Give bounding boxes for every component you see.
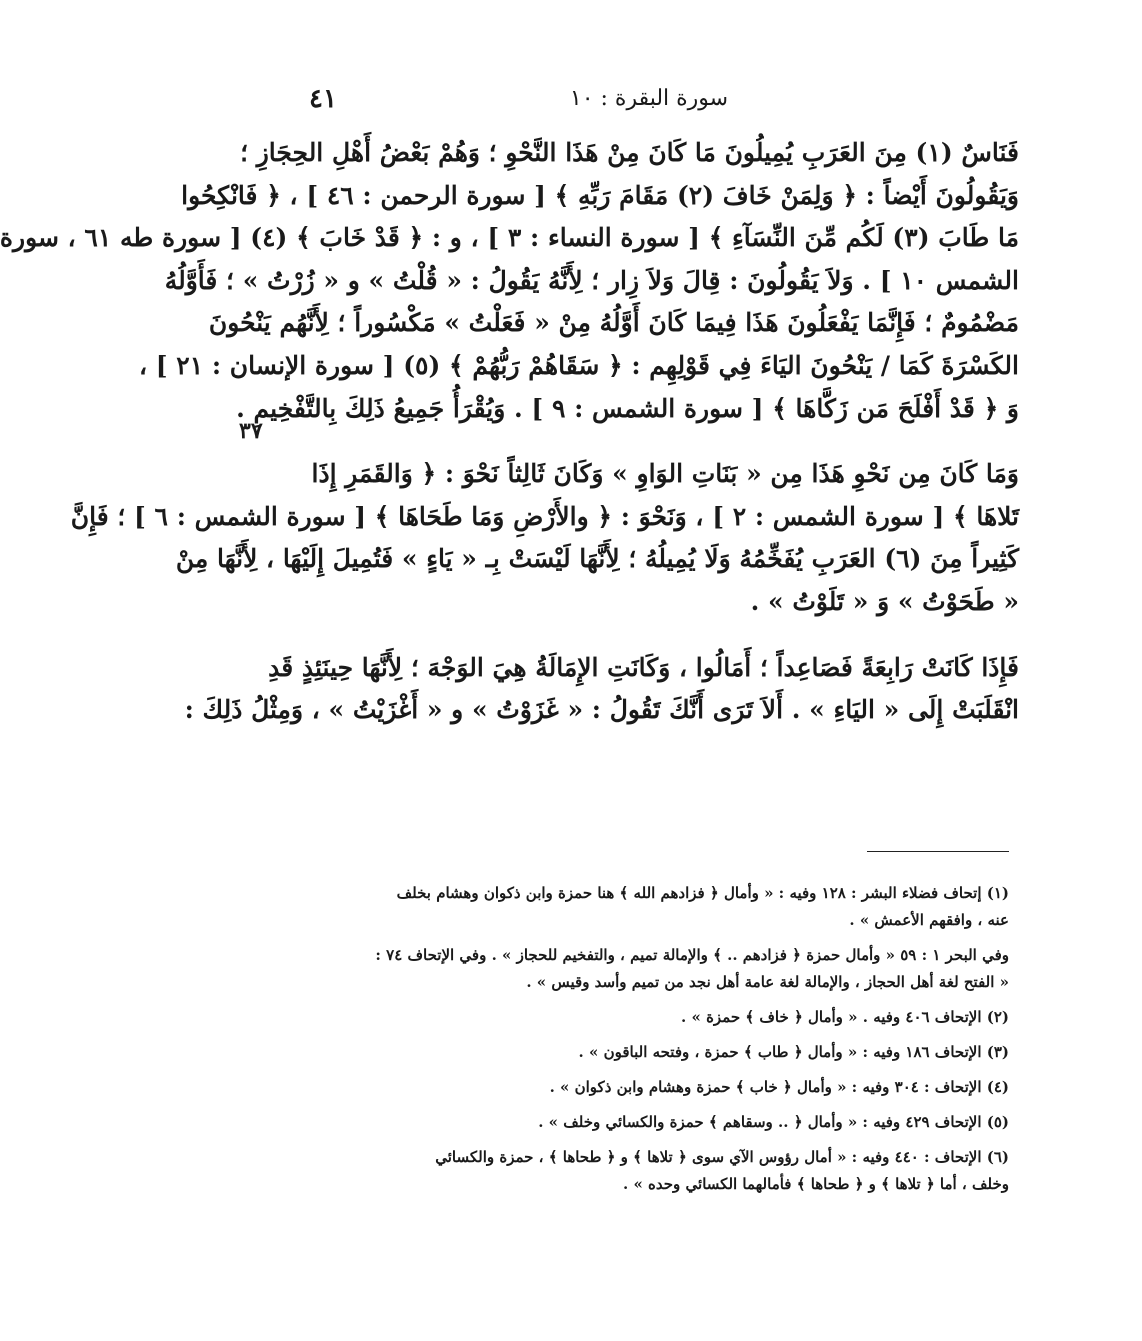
text-line: « طَحَوْتُ » وَ « تَلَوْتُ » . [750,586,1019,616]
text-line: مَا طَابَ (٣) لَكُم مِّنَ النِّسَآءِ ﴾ [ سورة النساء : ٣ ] ، و : ﴿ قَدْ خَابَ ﴾ (٤) [ سورة طه ٦١ ، سورة [0,223,1019,253]
paragraph [184,647,1019,732]
footnote-line: (٢) الإتحاف ٤٠٦ وفيه . « وأمال ﴿ خاف ﴾ حمزة » . [681,1008,1009,1026]
footnotes [309,880,1009,1206]
footnote-line: (٣) الإتحاف ١٨٦ وفيه : « وأمال ﴿ طاب ﴾ حمزة ، وفتحه الباقون » . [578,1043,1009,1061]
chapter-title: سورة البقرة : ١٠ [569,86,729,111]
footnote-line: (١) إتحاف فضلاء البشر : ١٢٨ وفيه : « وأمال ﴿ فزادهم الله ﴾ هنا حمزة وابن ذكوان وهشام بخلف [396,884,1009,902]
text-line: وَمَا كَانَ مِن نَحْوِ هَذَا مِن « بَنَاتِ الوَاوِ » وَكَانَ ثَالِثاً نَحْوَ : ﴿ وَالقَمَرِ إِذَا [311,459,1019,489]
footnote-line: وفي البحر ١ : ٥٩ « وأمال حمزة ﴿ فزادهم .. ﴾ والإمالة تميم ، والتفخيم للحجاز » . وفي الإتحاف ٧٤ : [375,946,1009,964]
footnote [309,1039,1009,1066]
footnote [309,942,1009,996]
text-line: الشمس ١٠ ] . وَلاَ يَقُولُونَ : قِالَ وَلاَ زِار ؛ لِأَنَّهُ يَقُولُ : « قُلْتُ » و « زُرْتُ » ؛ فَأَوَّلُهُ [164,265,1019,295]
footnote-line: (٤) الإتحاف : ٣٠٤ وفيه : « وأمال ﴿ خاب ﴾ حمزة وهشام وابن ذكوان » . [549,1078,1009,1096]
footnote-separator [867,851,1009,852]
footnote-line: (٥) الإتحاف ٤٢٩ وفيه : « وأمال ﴿ .. وسقاهم ﴾ حمزة والكسائي وخلف » . [538,1113,1009,1131]
text-line: كَثِيراً مِنَ (٦) العَرَبِ يُفَخِّمُهُ وَلَا يُمِيلُهُ ؛ لِأَنَّهَا لَيْسَتْ بِـ « يَاءٍ » فَتُمِيلَ إِلَيْهَا ، لِأَنَّهَا مِنْ [175,544,1019,574]
text-line: وَ ﴿ قَدْ أَفْلَحَ مَن زَكَّاهَا ﴾ [ سورة الشمس : ٩ ] . وَيُقْرَأُ جَمِيعُ ذَلِكَ بِالتَّفْخِيمِ . [236,393,1019,423]
footnote-line: وخلف ، أما ﴿ تلاها ﴾ و ﴿ طحاها ﴾ فأمالهما الكسائي وحده » . [623,1175,1009,1193]
footnote-line: (٦) الإتحاف : ٤٤٠ وفيه : « أمال رؤوس الآي سوى ﴿ تلاها ﴾ و ﴿ طحاها ﴾ ، حمزة والكسائي [435,1148,1009,1166]
footnote-line: عنه ، وافقهم الأعمش » . [849,911,1009,929]
text-line: مَضْمُومٌ ؛ فَإِنَّمَا يَفْعَلُونَ هَذَا فِيمَا كَانَ أَوَّلُهُ مِنْ « فَعَلْتُ » مَكْسُوراً ؛ لِأَنَّهُم يَنْحُونَ [208,308,1019,338]
paragraph [0,132,1019,430]
footnote-line: « الفتح لغة أهل الحجاز ، والإمالة لغة عامة أهل نجد من تميم وأسد وقيس » . [526,973,1009,991]
page-number: ٤١ [309,84,337,114]
text-line: تَلاهَا ﴾ [ سورة الشمس : ٢ ] ، وَنَحْوَ : ﴿ والأَرْضِ وَمَا طَحَاهَا ﴾ [ سورة الشمس : ٦ ] ؛ فَإِنَّ [70,501,1019,531]
footnote [309,1004,1009,1031]
text-line: انْقَلَبَتْ إِلَى « اليَاءِ » . أَلاَ تَرَى أَنَّكَ تَقُولُ : « غَزَوْتُ » و « أَغْزَيْتُ » ، وَمِثْلُ ذَلِكَ : [184,695,1019,725]
footnote [309,1144,1009,1198]
text-line: فَنَاسٌ (١) مِنَ العَرَبِ يُمِيلُونَ مَا كَانَ مِنْ هَذَا النَّحْوِ ؛ وَهُمْ بَعْضُ أَهْلِ الحِجَازِ ؛ [240,138,1019,167]
footnote [309,1109,1009,1136]
page-header [159,78,1142,118]
margin-page-reference: ٣٧ [239,418,263,444]
text-line: وَيَقُولُونَ أَيْضاً : ﴿ وَلِمَنْ خَافَ (٢) مَقَامَ رَبِّهِ ﴾ [ سورة الرحمن : ٤٦ ] ، ﴿ فَانْكِحُوا [181,180,1019,210]
footnote [309,880,1009,934]
footnote [309,1074,1009,1101]
text-line: فَإِذَا كَانَتْ رَابِعَةً فَصَاعِداً ؛ أَمَالُوا ، وَكَانَتِ الإِمَالَةُ هِيَ الوَجْهَ ؛ لِأَنَّهَا حِينَئِذٍ قَدِ [268,652,1019,682]
paragraph [70,453,1019,623]
text-line: الكَسْرَةَ كَمَا / يَنْحُونَ اليَاءَ فِي قَوْلِهِم : ﴿ سَقَاهُمْ رَبُّهُمْ ﴾ (٥) [ سورة الإنسان : ٢١ ] ، [138,350,1019,380]
